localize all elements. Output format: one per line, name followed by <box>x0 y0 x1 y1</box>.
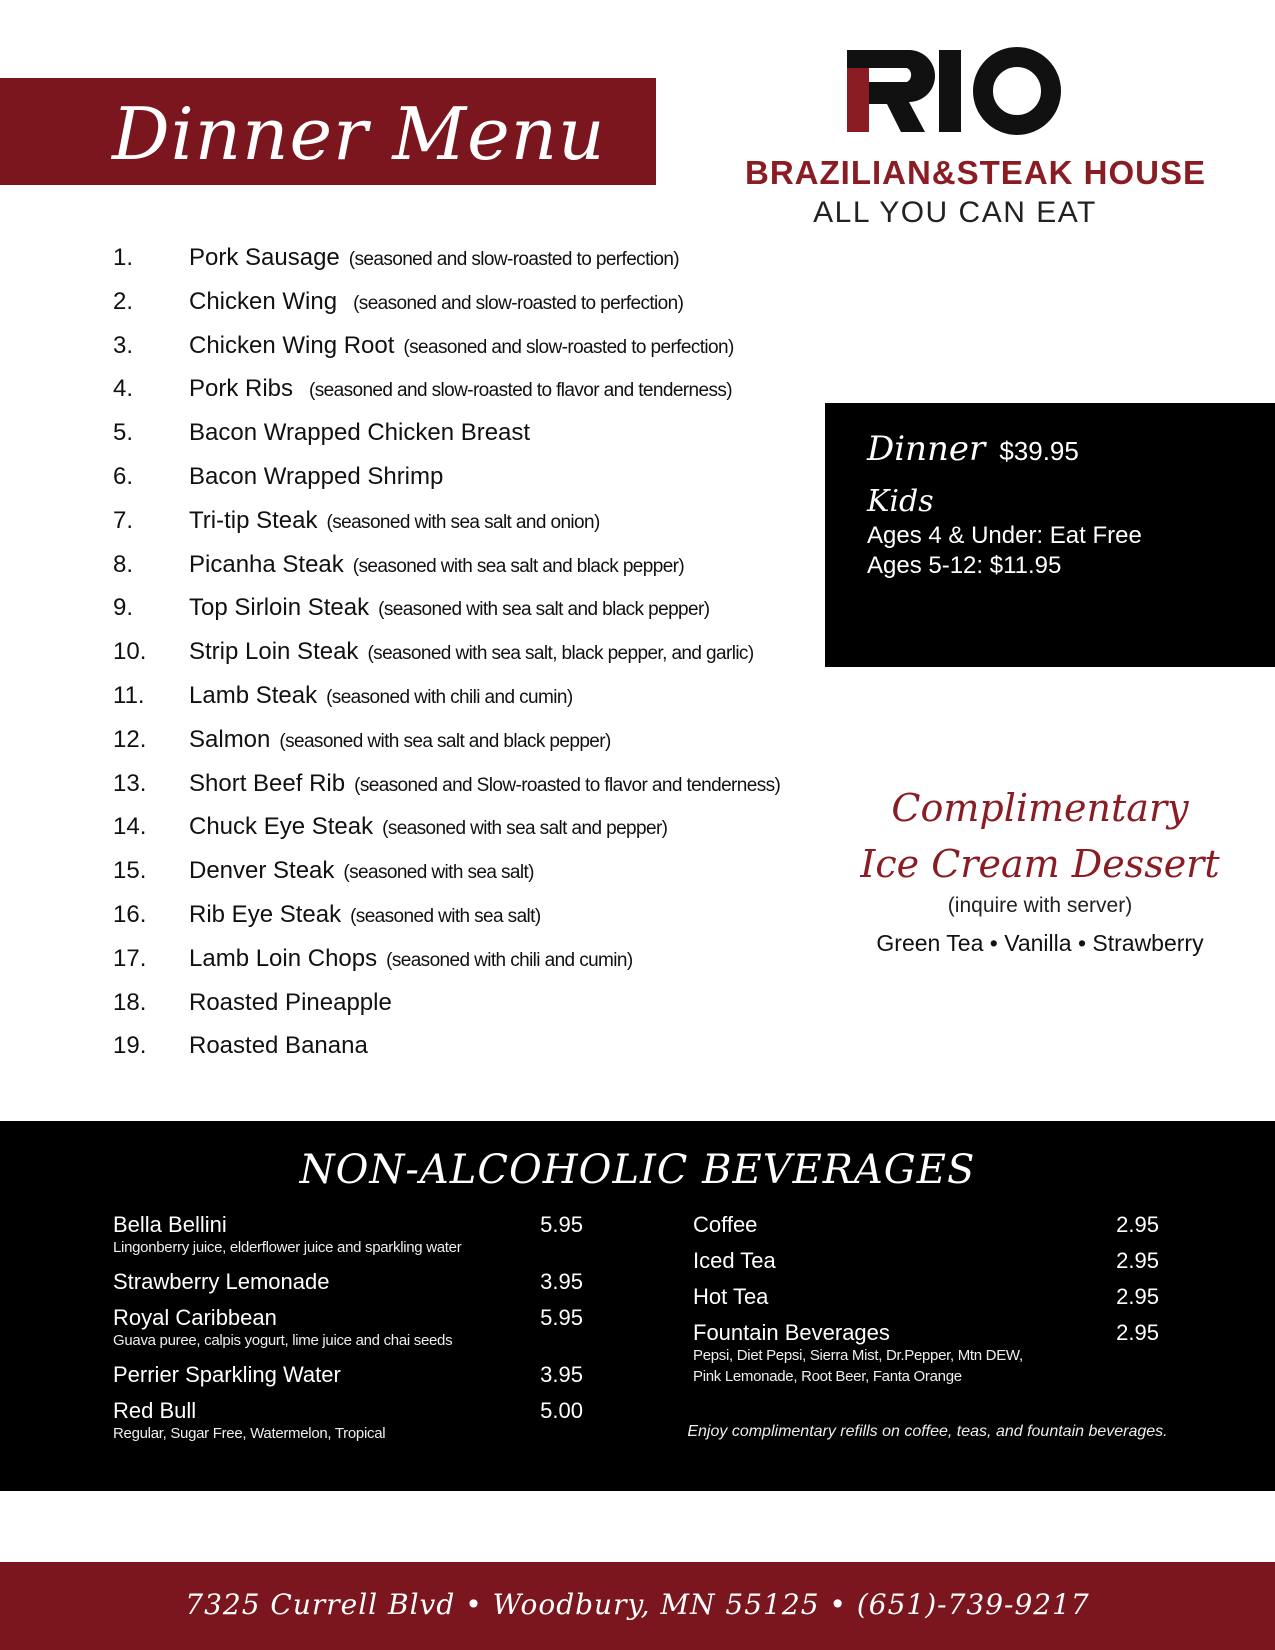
beverage-name: Red Bull <box>113 1398 197 1423</box>
beverage-description: Pepsi, Diet Pepsi, Sierra Mist, Dr.Pepper, Mtn DEW, <box>693 1347 1023 1364</box>
item-description: (seasoned with sea salt) <box>350 905 541 927</box>
beverage-price: 2.95 <box>1116 1212 1159 1237</box>
item-name: Bacon Wrapped Chicken Breast <box>189 419 531 447</box>
list-item <box>113 1363 583 1387</box>
dinner-price: $39.95 <box>999 436 1079 466</box>
item-description: (seasoned with sea salt and black pepper) <box>352 555 685 577</box>
item-name: Chicken Wing <box>189 287 338 315</box>
list-item <box>113 989 813 1033</box>
list-item <box>113 375 813 419</box>
item-number: 4. <box>113 375 134 403</box>
item-number: 1. <box>113 244 134 271</box>
list-item <box>113 813 813 857</box>
item-name: Denver Steak <box>189 857 335 885</box>
logo <box>745 42 1207 242</box>
item-number: 6. <box>113 462 134 490</box>
list-item <box>113 945 813 989</box>
list-item <box>113 1270 583 1294</box>
item-description: (seasoned with chili and cumin) <box>386 949 633 971</box>
dessert-heading-line1: Complimentary <box>891 786 1189 830</box>
beverage-description: Lingonberry juice, elderflower juice and sparkling water <box>113 1239 462 1256</box>
list-item <box>113 1213 583 1258</box>
rio-logo-mark <box>847 46 1067 136</box>
item-number: 14. <box>113 813 147 841</box>
beverage-price: 5.95 <box>540 1212 583 1237</box>
dinner-label: Dinner <box>867 429 986 469</box>
item-name: Bacon Wrapped Shrimp <box>189 462 444 490</box>
beverage-name: Iced Tea <box>693 1248 776 1273</box>
item-number: 12. <box>113 725 147 753</box>
item-name: Chuck Eye Steak <box>189 813 374 841</box>
beverage-price: 3.95 <box>540 1362 583 1387</box>
list-item <box>113 857 813 901</box>
item-name: Pork Ribs <box>189 375 294 403</box>
item-number: 18. <box>113 988 147 1016</box>
beverage-price: 5.95 <box>540 1305 583 1330</box>
item-name: Lamb Loin Chops <box>189 944 378 972</box>
beverage-name: Bella Bellini <box>113 1212 227 1237</box>
item-number: 17. <box>113 944 147 972</box>
item-description: (seasoned and slow-roasted to flavor and tenderness) <box>309 380 732 402</box>
beverages-section <box>0 1121 1275 1491</box>
beverage-price: 2.95 <box>1116 1320 1159 1345</box>
list-item <box>113 507 813 551</box>
beverage-name: Strawberry Lemonade <box>113 1269 330 1294</box>
item-name: Roasted Banana <box>189 1032 368 1060</box>
footer <box>0 1562 1275 1650</box>
item-number: 11. <box>113 681 145 709</box>
item-name: Salmon <box>189 725 271 753</box>
item-description: (seasoned and slow-roasted to perfection) <box>403 336 734 358</box>
item-name: Tri-tip Steak <box>189 506 318 534</box>
refill-note: Enjoy complimentary refills on coffee, teas, and fountain beverages. <box>687 1423 1168 1440</box>
list-item <box>113 770 813 814</box>
list-item <box>113 1306 583 1351</box>
item-description: (seasoned with chili and cumin) <box>326 686 573 708</box>
list-item <box>113 288 813 332</box>
title-banner <box>0 78 656 185</box>
kids-under-4-price: Ages 4 & Under: Eat Free <box>867 522 1142 549</box>
item-name: Pork Sausage <box>189 244 340 271</box>
logo-tagline-all-you-can-eat: ALL YOU CAN EAT <box>813 196 1097 229</box>
item-name: Rib Eye Steak <box>189 900 342 928</box>
item-number: 19. <box>113 1032 147 1060</box>
item-description: (seasoned with sea salt and onion) <box>326 511 600 533</box>
item-number: 13. <box>113 769 147 797</box>
item-name: Strip Loin Steak <box>189 638 359 666</box>
list-item <box>113 463 813 507</box>
item-name: Chicken Wing Root <box>189 331 395 359</box>
list-item <box>693 1321 1159 1387</box>
price-box <box>825 403 1275 667</box>
dessert-note: (inquire with server) <box>947 894 1133 917</box>
page-title: Dinner Menu <box>112 92 606 176</box>
list-item <box>113 726 813 770</box>
item-number: 9. <box>113 594 134 622</box>
beverage-description: Regular, Sugar Free, Watermelon, Tropical <box>113 1425 386 1442</box>
logo-tagline-restaurant: BRAZILIAN&STEAK HOUSE <box>745 154 1207 191</box>
item-name: Lamb Steak <box>189 681 318 709</box>
kids-5-12-price: Ages 5-12: $11.95 <box>867 552 1062 579</box>
beverage-name: Perrier Sparkling Water <box>113 1362 341 1387</box>
complimentary-dessert <box>850 780 1230 957</box>
list-item <box>113 419 813 463</box>
list-item <box>113 244 813 288</box>
item-name: Top Sirloin Steak <box>189 594 370 622</box>
item-number: 5. <box>113 419 134 447</box>
beverages-left-column <box>113 1213 583 1456</box>
item-number: 2. <box>113 287 134 315</box>
item-number: 16. <box>113 900 147 928</box>
kids-label: Kids <box>867 484 934 519</box>
item-name: Short Beef Rib <box>189 769 346 797</box>
list-item <box>113 1399 583 1444</box>
item-description: (seasoned with sea salt) <box>343 862 534 884</box>
item-description: (seasoned and slow-roasted to perfection) <box>353 292 684 314</box>
item-name: Roasted Pineapple <box>189 988 392 1016</box>
item-description: (seasoned with sea salt and black pepper) <box>279 730 611 752</box>
beverage-price: 5.00 <box>540 1398 583 1423</box>
item-name: Picanha Steak <box>189 550 344 578</box>
footer-address: 7325 Currell Blvd • Woodbury, MN 55125 • (651)-739-9217 <box>185 1588 1090 1621</box>
list-item <box>113 682 813 726</box>
list-item <box>113 901 813 945</box>
beverage-name: Hot Tea <box>693 1284 769 1309</box>
item-description: (seasoned and Slow-roasted to flavor and tenderness) <box>354 774 781 796</box>
beverage-name: Fountain Beverages <box>693 1320 890 1345</box>
list-item <box>113 594 813 638</box>
item-description: (seasoned with sea salt and black pepper) <box>378 599 710 621</box>
list-item <box>113 551 813 595</box>
list-item <box>113 1032 813 1076</box>
beverage-price: 3.95 <box>540 1269 583 1294</box>
beverage-name: Coffee <box>693 1212 758 1237</box>
beverages-right-column <box>693 1213 1159 1399</box>
item-number: 10. <box>113 638 147 666</box>
item-number: 7. <box>113 506 134 534</box>
beverage-description-line2: Pink Lemonade, Root Beer, Fanta Orange <box>693 1368 962 1385</box>
list-item <box>693 1213 1159 1237</box>
beverage-price: 2.95 <box>1116 1248 1159 1273</box>
item-description: (seasoned and slow-roasted to perfection) <box>348 249 680 270</box>
beverage-price: 2.95 <box>1116 1284 1159 1309</box>
item-number: 3. <box>113 331 134 359</box>
list-item <box>113 332 813 376</box>
beverages-title: NON-ALCOHOLIC BEVERAGES <box>299 1147 976 1193</box>
dessert-flavors: Green Tea • Vanilla • Strawberry <box>876 930 1204 956</box>
item-description: (seasoned with sea salt, black pepper, and garlic) <box>367 643 754 665</box>
list-item <box>693 1249 1159 1273</box>
dinner-price-row <box>867 429 1079 469</box>
dinner-menu-list <box>113 244 813 1076</box>
item-number: 15. <box>113 857 147 885</box>
dessert-heading-line2: Ice Cream Dessert <box>860 842 1220 886</box>
list-item <box>113 638 813 682</box>
list-item <box>693 1285 1159 1309</box>
beverage-name: Royal Caribbean <box>113 1305 277 1330</box>
item-number: 8. <box>113 550 134 578</box>
item-description: (seasoned with sea salt and pepper) <box>382 818 668 840</box>
beverage-description: Guava puree, calpis yogurt, lime juice and chai seeds <box>113 1332 453 1349</box>
